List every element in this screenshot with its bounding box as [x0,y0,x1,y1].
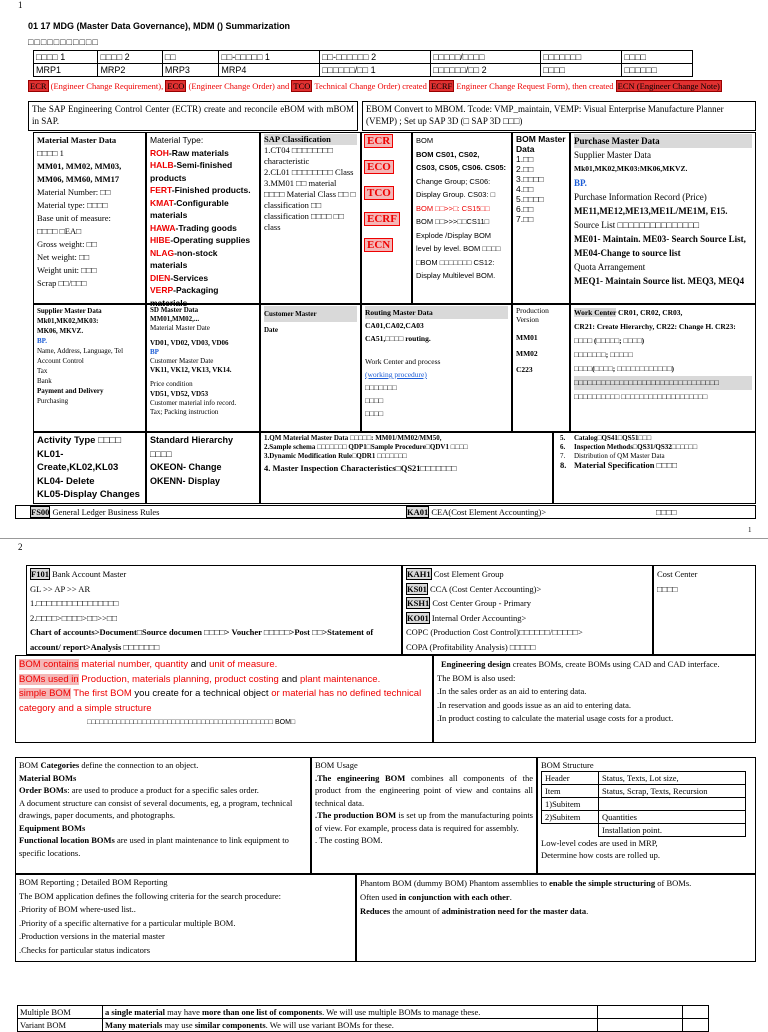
mrp-table [33,50,693,77]
bank-title: F101 Bank Account Master [31,569,127,579]
supplier-line: Tax [37,367,48,375]
mrp-cell: □□□□ 2 [98,51,162,64]
sd-line: MM01,MM02,... [150,315,200,324]
bom-reporting-line: .Priority of a specific alternative for a particular multiple BOM. [19,917,236,928]
production-version-box [512,304,570,432]
routing-line: □□□□ [365,396,384,405]
material-master-line: Material type: □□□□ [37,200,108,210]
sap-classification-line: 1.CT04 □□□□□□□□ characteristic [264,145,333,166]
qm-box [260,432,553,504]
material-type-item: HIBE-Operating supplies [150,235,251,245]
ka01-label: KA01 CEA(Cost Element Accounting)> [407,507,547,517]
bom-reporting-title: BOM Reporting ; Detailed BOM Reporting [19,877,168,887]
mrp-cell: □□□□□□/□□ 2 [431,64,541,77]
material-master-line: □□□□ 1 [37,148,64,158]
supplier-master-box [33,304,146,432]
bom-usage-title: BOM Usage [315,760,358,770]
purchase-line: BP. [574,178,587,188]
supplier-line: Bank [37,377,52,385]
production-version-title: Production Version [516,306,549,324]
bom-master-item: 6.□□ [516,204,534,214]
material-type-item: FERT-Finished products. [150,185,251,195]
bom-line: Change Group; CS06: [416,176,491,186]
bom-master-item: 1.□□ [516,154,534,164]
sap-classification-line: 3.MM01 □□ material □□□□ Material Class □□ □ classification □□ classification □□□□ □□ class [264,178,356,232]
bom-line: BOM CS01, CS02, [416,149,480,159]
work-center-line: □□□□□□□□□□ □□□□□□□□□□□□□□□□□□□ [574,392,708,401]
sd-line: Customer material info record. [150,398,237,407]
ecr-tag: ECR [30,81,47,91]
bom-contains-line: BOM contains material number, quantity and unit of measure. [19,659,278,670]
empty-cell [598,1006,683,1019]
work-center-line: □□□□□□□; □□□□□ [574,350,633,359]
production-version-line: MM01 [516,333,538,342]
purchase-line: Purchase Information Record (Price) [574,192,707,202]
material-type-item: HALB-Semi-finished products [150,160,233,183]
bom-master-title: BOM Master Data [516,134,566,154]
bom-categories-line: Order BOMs: are used to produce a product for a specific sales order. [19,785,259,795]
standard-hierarchy-title: Standard Hierarchy □□□□ [150,435,234,459]
engineering-design-line: The BOM is also used: [437,672,516,683]
customer-master-title: Customer Master [264,306,357,322]
phantom-line: Phantom BOM (dummy BOM) Phantom assemblies to enable the simple structuring of BOMs. [360,878,692,888]
tco-text: Technical Change Order) created [312,81,429,91]
bom-categories-box [15,757,311,874]
bom-type-name: Multiple BOM [18,1006,103,1019]
customer-master-date: Date [264,326,278,334]
routing-master-box [361,304,512,432]
activity-line: Create,KL02,KL03 [37,462,119,473]
mrp-cell: □□-□□□□□ 1 [219,51,320,64]
cost-element-line: KAH1 Cost Element Group [407,569,504,579]
catalog-line: 8. Material Specification □□□□ [560,460,678,470]
bom-usage-line: .The engineering BOM combines all components of the product from the engineering point of view and contains all technical data. [315,772,533,808]
bom-intro-box [15,655,433,743]
bom-structure-note: Determine how costs are rolled up. [541,850,660,860]
cost-element-line: COPC (Production Cost Control)□□□□□□/□□□□□> [406,627,583,637]
bom-line: Display Multilevel BOM. [416,271,496,280]
sd-line: Material Master Date [150,324,210,333]
bom-categories-line: Equipment BOMs [19,822,86,833]
table-row [18,1006,709,1019]
bom-master-item: 3.□□□□ [516,174,544,184]
bank-line: GL >> AP >> AR [30,583,91,594]
activity-line: KL05-Display Changes [37,489,140,500]
purchase-line: Source List □□□□□□□□□□□□□□□ [574,220,700,230]
table-row: Header Status, Texts, Lot size, [542,772,746,785]
sap-classification-title: SAP Classification [264,134,357,145]
bom-categories-line: A document structure can consist of several documents, eg, a program, technical drawings, paper documents, and photographs. [19,797,293,820]
change-process-line [28,81,756,91]
material-master-line: MM06, MM60, MM17 [37,174,120,184]
table-row: 1)Subitem [542,798,746,811]
bank-line: account/ report>Analysis □□□□□□□ [30,641,160,652]
sd-line: Customer Master Date [150,357,214,366]
supplier-line: BP. [37,337,48,345]
bom-master-item: 4.□□ [516,184,534,194]
activity-line: KL01- [37,448,64,460]
table-row [18,1019,709,1032]
mrp-cell: □□ [162,51,218,64]
sd-line: VD51, VD52, VD53 [150,389,209,398]
bom-categories-line: BOM Categories define the connection to an object. [19,760,199,770]
bom-type-desc: a single material may have more than one list of components. We will use multiple BOMs to manage these. [103,1006,598,1019]
bom-title: BOM [416,136,434,145]
material-type-item: KMAT-Configurable materials [150,197,229,220]
material-master-line: Scrap □□/□□□ [37,278,87,288]
ectr-box: The SAP Engineering Control Center (ECTR) create and reconcile eBOM with mBOM in SAP. [28,101,358,131]
work-center-line: □□□□(□□□□; □□□□□□□□□□□□) [574,364,674,373]
page-number: 2 [18,542,23,552]
table-row: 2)Subitem Quantities [542,811,746,824]
bank-box [26,565,402,655]
sap-classification-line: 2.CL01 □□□□□□□□ Class [264,167,354,177]
ecrf-code: ECRF [364,212,400,226]
supplier-line: Mk01,MK02,MK03: [37,317,99,325]
simple-bom-note: □□□□□□□□□□□□□□□□□□□□□□□□□□□□□□□□□□□□□□□□□□□□ BOM□ [87,719,296,726]
purchase-line: Quota Arrangement [574,262,646,272]
supplier-title: Supplier Master Data [37,307,102,315]
work-center-line: □□□□□□□□□□□□□□□□□□□□□□□□□□□□□□□□ [574,376,752,390]
bom-reporting-line: .Priority of BOM where-used list.. [19,904,136,914]
supplier-line: Account Control [37,357,84,365]
standard-hierarchy-line: OKENN- Display [150,475,221,486]
bom-usage-line: .The production BOM is set up from the manufacturing points of view. For example, process data is required for assembly. [315,810,533,833]
mrp-cell: □□□□□□/□□ 1 [320,64,431,77]
phantom-line: Often used in conjunction with each other. [360,892,512,902]
eco-tag: ECO [167,81,185,91]
mrp-cell: □□□□ 1 [34,51,98,64]
sd-line: Price condition [150,380,193,389]
material-type-item: ROH-Raw materials [150,147,229,158]
cost-element-line: COPA (Profitability Analysis) □□□□□ [406,641,536,652]
bom-line: Explode /Display BOM [416,230,492,240]
catalog-box [553,432,756,504]
material-master-title: Material Master Data [37,135,117,145]
material-type-item: DIEN-Services [150,272,209,283]
purchase-line: ME11,ME12,ME13,ME1L/ME1M, E15. [574,206,728,216]
engineering-design-line: .In reservation and goods issue as an aid to entering data. [437,699,632,710]
qm-line: 2.Sample schema □□□□□□□ QDP1□Sample Procedure□QDV1 □□□□ [264,443,468,451]
work-center-line: □□□□ (□□□□□; □□□□) [574,336,645,345]
cost-element-line: KS01 CCA (Cost Center Accounting)> [407,583,542,594]
ecn-tag: ECN (Engineer Change Note) [617,81,720,91]
ecr-text: (Engineer Change Requirement), [48,81,166,91]
sd-line: VK11, VK12, VK13, VK14. [150,366,232,375]
bom-categories-line: Functional location BOMs are used in plant maintenance to link equipment to specific locations. [19,835,289,858]
supplier-line: Payment and Delivery [37,387,104,395]
material-master-line: MM01, MM02, MM03, [37,161,122,171]
material-type-title: Material Type: [150,135,204,145]
bank-line: 2.□□□□>□□□□>□□>>□□ [30,612,118,623]
eco-code: ECO [364,160,394,174]
phantom-bom-box [356,874,756,962]
material-master-line: Gross weight: □□ [37,239,97,249]
routing-title: Routing Master Data [365,306,508,319]
fs00-row [15,505,756,519]
material-master-line: Base unit of measure: [37,213,111,223]
standard-hierarchy-line: OKEON- Change [150,462,222,472]
routing-line: CA51,□□□□ routing. [365,334,431,343]
material-type-item: NLAG-non-stock materials [150,247,218,270]
sd-master-box [146,304,260,432]
bom-line: BOM □□>>□: CS15□□ [416,203,490,213]
bank-line: 1.□□□□□□□□□□□□□□□□ [30,598,119,608]
engineering-design-intro: Engineering design creates BOMs, create BOMs using CAD and CAD interface. [441,659,720,669]
mrp-cell: □□□□ [541,64,622,77]
bom-usage-line: . The costing BOM. [315,835,383,845]
purchase-line: ME01- Maintain. ME03- Search Source List, ME04-Change to source list [574,234,746,258]
work-center-box [570,304,756,432]
engineering-design-line: .In the sales order as an aid to entering data. [437,686,587,696]
mrp-cell: MRP1 [34,64,98,77]
bom-master-item: 5.□□□□ [516,194,544,204]
routing-line: □□□□ [365,409,384,418]
cost-center-box [653,565,756,655]
mrp-cell: MRP2 [98,64,162,77]
material-type-item: HAWA-Trading goods [150,222,237,233]
bom-master-box [512,132,570,304]
material-master-line: Net weight: □□ [37,252,90,262]
bom-line: level by level. BOM □□□□ [416,244,501,253]
bom-box [412,132,512,304]
material-type-item: VERP-Packaging materials [150,285,219,308]
bom-reporting-box [15,874,356,962]
bom-reporting-line: .Checks for particular status indicators [19,944,151,955]
bom-type-desc: Many materials may use similar components. We will use variant BOMs for these. [103,1019,598,1032]
bank-line: Chart of accounts>Document□Source documen □□□□> Voucher □□□□□>Post □□>Statement of [30,627,374,637]
bom-structure-table [541,771,746,837]
sap-classification-box [260,132,361,304]
supplier-line: MK06, MKVZ. [37,327,84,335]
fs00-label: FS00 General Ledger Business Rules [31,507,160,517]
empty-cell [683,1006,709,1019]
mrp-cell: □□□□□□□ [541,51,622,64]
catalog-line: 6. Inspection Methods□QS31/QS32□□□□□□ [560,443,698,451]
catalog-line: 7. Distribution of QM Master Data [560,452,665,460]
bom-master-item: 7.□□ [516,214,534,224]
mrp-cell: □□□□ [622,51,693,64]
bom-reporting-line: .Production versions in the material master [19,931,165,941]
activity-type-title: Activity Type □□□□ [37,435,122,446]
boms-used-line: BOMs used in Production, materials planning, product costing and plant maintenance. [19,673,381,685]
sd-line: Tax; Packing instruction [150,408,219,417]
supplier-line: Purchasing [37,397,69,405]
ka01-end: □□□□ [656,507,677,517]
ecrf-tag: ECRF [430,81,453,91]
catalog-line: 5. Catalog□QS41□QS51□□□ [560,434,652,442]
qm-line: 4. Master Inspection Characteristics□QS21□□□□□□□ [264,463,457,473]
bom-master-item: 2.□□ [516,164,534,174]
purchase-line: Supplier Master Data [574,150,651,160]
tco-code: TCO [364,186,394,200]
production-version-line: MM02 [516,349,538,358]
purchase-master-title: Purchase Master Data [574,134,752,148]
cost-element-line: KO01 Internal Order Accounting> [407,612,527,623]
bom-line: Display Group. CS03: □ [416,190,496,199]
work-center-title-line: Work Center CR01, CR02, CR03, [574,308,683,317]
ecn-code: ECN [364,238,393,252]
multiple-variant-table [17,1005,709,1032]
routing-line: CA01,CA02,CA03 [365,321,424,330]
bom-line: BOM □□>>>□□CS11□ [416,217,490,226]
material-type-box [146,132,260,308]
routing-line: □□□□□□□ [365,383,397,392]
cost-center-value: □□□□ [657,583,678,594]
bom-line: □BOM □□□□□□□ CS12: [416,257,495,267]
production-version-line: C223 [516,365,533,374]
material-master-line: □□□□ □EA□ [37,226,82,236]
ecrf-text: Engineer Change Request Form), then created [454,81,616,91]
page-footer-number: 1 [748,526,752,534]
cost-center-title: Cost Center [657,569,698,579]
mrp-table-row [34,51,693,64]
purchase-line: MEQ1- Maintain Source list. MEQ3, MEQ4 [574,276,745,286]
mrp-table-row [34,64,693,77]
ecr-code: ECR [364,134,393,148]
supplier-line: Name, Address, Language, Tel [37,347,124,355]
bom-reporting-line: The BOM application defines the following criteria for the search procedure: [19,890,281,901]
bom-categories-line: Material BOMs [19,772,77,783]
sd-line: BP [150,347,159,356]
cost-element-box [402,565,653,655]
engineering-design-line: .In product costing to calculate the material usage costs for a product. [437,713,674,723]
bom-structure-title: BOM Structure [541,760,594,770]
material-master-line: Weight unit: □□□ [37,265,97,275]
table-row: Installation point. [542,824,746,837]
page-title: 01 17 MDG (Master Data Governance), MDM () Summarization [28,21,291,31]
phantom-line: Reduces the amount of administration need for the master data. [360,906,589,916]
purchase-line: Mk01,MK02,MK03:MK06,MKVZ. [574,164,688,173]
table-row: Item Status, Scrap, Texts, Recursion [542,785,746,798]
routing-line: Work Center and process [365,357,441,366]
empty-cell [598,1019,683,1032]
bom-structure-note: Low-level codes are used in MRP, [541,838,658,848]
qm-line: 1.QM Material Master Data □□□□□: MM01/MM02/MM50, [264,434,442,442]
material-master-line: Material Number: □□ [37,187,111,197]
mrp-cell: MRP3 [162,64,218,77]
bom-structure-box [537,757,756,874]
page-number: 1 [18,0,23,10]
eco-text: (Engineer Change Order) and [186,81,292,91]
sd-line: VD01, VD02, VD03, VD06 [150,338,229,347]
change-codes-box [361,132,412,304]
activity-line: KL04- Delete [37,475,95,487]
standard-hierarchy-box [146,432,260,504]
bom-usage-box [311,757,537,874]
ebom-box: EBOM Convert to MBOM. Tcode: VMP_maintain, VEMP: Visual Enterprise Manufacture Planner (VEMP) ; Set up SAP 3D (□ SAP 3D □□□) [362,101,756,131]
sd-title: SD Master Data [150,306,199,314]
mrp-cell: □□-□□□□□□ 2 [320,51,431,64]
mrp-cell: □□□□□□ [622,64,693,77]
customer-master-box [260,304,361,432]
activity-type-box [33,432,146,504]
bom-type-name: Variant BOM [18,1019,103,1032]
empty-cell [683,1019,709,1032]
routing-link[interactable]: (working procedure) [365,370,427,379]
page-divider [0,538,768,539]
page-subtitle: □□□□□□□□□□□ [28,37,99,47]
work-center-line: CR21: Create Hierarchy, CR22: Change H. CR23: [574,322,736,331]
material-master-box [33,132,146,304]
simple-bom-line: simple BOM The first BOM you create for a technical object or material has no defined technical category and a simple structure [19,688,422,714]
engineering-design-box [433,655,756,743]
mrp-cell: MRP4 [219,64,320,77]
bom-line: CS03, CS05, CS06. CS05: [416,163,507,172]
tco-tag: TCO [293,81,311,91]
cost-element-line: KSH1 Cost Center Group - Primary [407,598,532,608]
purchase-master-box [570,132,756,304]
mrp-cell: □□□□□/□□□□ [431,51,541,64]
qm-line: 3.Dynamic Modification Rule□QDR1 □□□□□□□ [264,452,407,460]
